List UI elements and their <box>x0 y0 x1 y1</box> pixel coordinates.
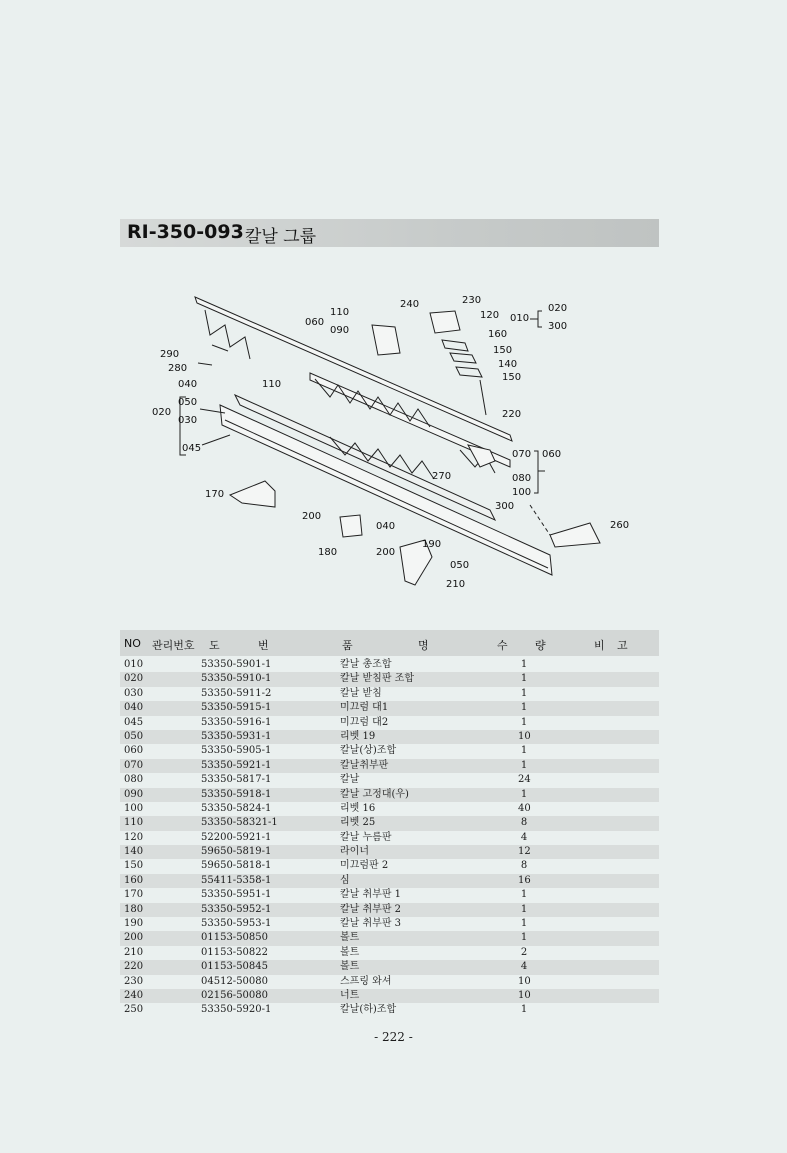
callout-label: 270 <box>432 471 452 482</box>
parts-table <box>120 658 659 1018</box>
row-quantity: 10 <box>518 730 531 742</box>
row-no: 080 <box>124 774 144 786</box>
col-mgmt: 관리번호 <box>152 639 195 652</box>
row-part-number: 53350-5910-1 <box>201 673 272 685</box>
row-quantity: 1 <box>520 673 528 685</box>
table-row <box>120 845 659 859</box>
callout-label: 260 <box>610 520 630 531</box>
row-part-number: 53350-5905-1 <box>201 745 272 757</box>
table-row <box>120 888 659 902</box>
row-part-name: 리벳 19 <box>340 730 376 742</box>
col-remarks-go: 고 <box>617 639 628 652</box>
table-row <box>120 960 659 974</box>
table-row <box>120 759 659 773</box>
row-no: 110 <box>124 817 144 829</box>
table-row <box>120 831 659 845</box>
row-no: 045 <box>124 716 144 728</box>
row-no: 050 <box>124 730 144 742</box>
row-part-name: 볼트 <box>340 961 360 973</box>
callout-label: 010 <box>510 313 530 324</box>
row-part-number: 53350-5921-1 <box>201 759 272 771</box>
row-no: 200 <box>124 932 144 944</box>
callout-label: 060 <box>542 449 562 460</box>
callout-label: 100 <box>512 487 532 498</box>
row-no: 100 <box>124 802 144 814</box>
row-part-number: 01153-50845 <box>201 961 269 973</box>
row-no: 120 <box>124 831 144 843</box>
table-row <box>120 716 659 730</box>
row-part-number: 59650-5818-1 <box>201 860 272 872</box>
callout-label: 080 <box>512 473 532 484</box>
row-part-name: 라이너 <box>340 846 369 858</box>
row-no: 170 <box>124 889 144 901</box>
row-part-name: 칼날(상)조합 <box>340 745 397 757</box>
row-quantity: 10 <box>518 989 531 1001</box>
row-part-number: 02156-50080 <box>201 989 269 1001</box>
col-no: NO <box>124 637 141 650</box>
row-no: 140 <box>124 846 144 858</box>
row-no: 010 <box>124 659 144 670</box>
row-quantity: 4 <box>520 961 528 973</box>
callout-label: 050 <box>178 397 198 408</box>
col-part-pum: 품 <box>342 639 353 652</box>
row-no: 030 <box>124 687 144 699</box>
callout-label: 120 <box>480 310 500 321</box>
row-quantity: 1 <box>520 1004 528 1016</box>
col-qty-su: 수 <box>497 639 508 652</box>
callout-label: 200 <box>302 511 322 522</box>
col-remarks-bi: 비 <box>594 639 605 652</box>
row-part-name: 심 <box>340 874 350 886</box>
callout-label: 030 <box>178 415 198 426</box>
page-number: - 222 - <box>374 1030 413 1044</box>
exploded-parts-diagram <box>150 285 630 605</box>
callout-label: 040 <box>178 379 198 390</box>
row-no: 150 <box>124 860 144 872</box>
row-quantity: 1 <box>520 702 528 714</box>
table-row <box>120 788 659 802</box>
table-row <box>120 975 659 989</box>
row-part-number: 53350-5951-1 <box>201 889 272 901</box>
row-quantity: 1 <box>520 918 528 930</box>
row-quantity: 40 <box>518 802 531 814</box>
row-no: 070 <box>124 759 144 771</box>
callout-label: 110 <box>262 379 282 390</box>
row-quantity: 1 <box>520 932 528 944</box>
callout-label: 090 <box>330 325 350 336</box>
table-row <box>120 816 659 830</box>
table-row <box>120 859 659 873</box>
row-part-name: 칼날취부판 <box>340 759 389 771</box>
row-part-number: 04512-50080 <box>201 975 269 987</box>
table-row <box>120 903 659 917</box>
row-no: 040 <box>124 702 144 714</box>
callout-label: 170 <box>205 489 225 500</box>
table-row <box>120 946 659 960</box>
row-quantity: 24 <box>518 774 531 786</box>
callout-label: 160 <box>488 329 508 340</box>
row-part-number: 55411-5358-1 <box>201 874 272 886</box>
row-no: 240 <box>124 989 144 1001</box>
callout-label: 060 <box>305 317 325 328</box>
callout-label: 180 <box>318 547 338 558</box>
callout-label: 070 <box>512 449 532 460</box>
row-part-name: 칼날 받침판 조합 <box>340 673 414 685</box>
callout-label: 020 <box>152 407 172 418</box>
table-row <box>120 744 659 758</box>
row-quantity: 1 <box>520 659 528 670</box>
row-no: 250 <box>124 1004 144 1016</box>
table-row <box>120 773 659 787</box>
row-part-number: 53350-58321-1 <box>201 817 278 829</box>
row-part-name: 칼날 <box>340 774 360 786</box>
row-no: 160 <box>124 874 144 886</box>
table-row <box>120 917 659 931</box>
row-part-name: 볼트 <box>340 946 360 958</box>
group-name: 칼날 그룹 <box>245 227 317 247</box>
row-part-name: 칼날 받침 <box>340 687 382 699</box>
row-part-number: 53350-5953-1 <box>201 918 272 930</box>
row-no: 230 <box>124 975 144 987</box>
row-part-number: 59650-5819-1 <box>201 846 272 858</box>
row-part-number: 53350-5918-1 <box>201 788 272 800</box>
row-no: 220 <box>124 961 144 973</box>
row-no: 180 <box>124 903 144 915</box>
callout-label: 045 <box>182 443 202 454</box>
row-quantity: 1 <box>520 687 528 699</box>
row-no: 090 <box>124 788 144 800</box>
col-drawing-beon: 번 <box>258 639 269 652</box>
callout-label: 140 <box>498 359 518 370</box>
row-part-name: 스프링 와셔 <box>340 975 392 987</box>
row-quantity: 1 <box>520 903 528 915</box>
row-part-name: 칼날 누름판 <box>340 831 392 843</box>
row-part-name: 칼날 취부판 3 <box>340 918 402 930</box>
callout-label: 300 <box>495 501 515 512</box>
row-quantity: 4 <box>520 831 528 843</box>
row-quantity: 1 <box>520 759 528 771</box>
row-part-number: 53350-5911-2 <box>201 687 272 699</box>
row-part-number: 53350-5952-1 <box>201 903 272 915</box>
callout-label: 020 <box>548 303 568 314</box>
row-part-name: 칼날 취부판 1 <box>340 889 402 901</box>
table-row <box>120 931 659 945</box>
row-part-number: 01153-50850 <box>201 932 269 944</box>
row-part-name: 미끄럼판 2 <box>340 860 389 872</box>
table-row <box>120 730 659 744</box>
table-row <box>120 874 659 888</box>
callout-label: 150 <box>502 372 522 383</box>
row-part-number: 53350-5931-1 <box>201 730 272 742</box>
row-part-name: 칼날 고정대(우) <box>340 788 409 800</box>
row-part-name: 리벳 16 <box>340 802 376 814</box>
callout-label: 300 <box>548 321 568 332</box>
row-part-number: 53350-5915-1 <box>201 702 272 714</box>
callout-label: 040 <box>376 521 396 532</box>
col-qty-ryang: 량 <box>535 639 546 652</box>
row-part-number: 53350-5920-1 <box>201 1004 272 1016</box>
row-quantity: 12 <box>518 846 531 858</box>
callout-label: 230 <box>462 295 482 306</box>
row-no: 020 <box>124 673 144 685</box>
row-quantity: 10 <box>518 975 531 987</box>
row-quantity: 8 <box>520 817 528 829</box>
row-quantity: 1 <box>520 745 528 757</box>
callout-label: 050 <box>450 560 470 571</box>
row-part-number: 53350-5901-1 <box>201 659 272 670</box>
row-part-number: 01153-50822 <box>201 946 269 958</box>
callout-label: 280 <box>168 363 188 374</box>
callout-label: 110 <box>330 307 350 318</box>
callout-label: 210 <box>446 579 466 590</box>
table-row <box>120 658 659 672</box>
row-quantity: 1 <box>520 716 528 728</box>
callout-label: 150 <box>493 345 513 356</box>
row-quantity: 2 <box>520 946 528 958</box>
row-quantity: 16 <box>518 874 531 886</box>
row-part-number: 53350-5817-1 <box>201 774 272 786</box>
row-part-name: 너트 <box>340 989 360 1001</box>
row-no: 210 <box>124 946 144 958</box>
callout-label: 290 <box>160 349 180 360</box>
group-code: RI-350-093 <box>127 221 244 243</box>
row-part-name: 미끄럼 대2 <box>340 716 389 728</box>
row-part-name: 칼날(하)조합 <box>340 1004 397 1016</box>
row-part-number: 52200-5921-1 <box>201 831 272 843</box>
col-part-myeong: 명 <box>418 639 429 652</box>
row-quantity: 1 <box>520 889 528 901</box>
row-part-name: 칼날 취부판 2 <box>340 903 402 915</box>
row-part-number: 53350-5824-1 <box>201 802 272 814</box>
row-no: 190 <box>124 918 144 930</box>
row-part-name: 리벳 25 <box>340 817 376 829</box>
table-row <box>120 672 659 686</box>
table-row <box>120 701 659 715</box>
table-row <box>120 687 659 701</box>
row-no: 060 <box>124 745 144 757</box>
row-quantity: 8 <box>520 860 528 872</box>
row-part-name: 볼트 <box>340 932 360 944</box>
row-part-number: 53350-5916-1 <box>201 716 272 728</box>
callout-label: 240 <box>400 299 420 310</box>
col-drawing-do: 도 <box>209 639 220 652</box>
callout-label: 220 <box>502 409 522 420</box>
callout-label: 190 <box>422 539 442 550</box>
table-row <box>120 989 659 1003</box>
table-row <box>120 1003 659 1017</box>
callout-label: 200 <box>376 547 396 558</box>
row-part-name: 칼날 총조합 <box>340 659 392 670</box>
table-header <box>120 630 659 656</box>
row-quantity: 1 <box>520 788 528 800</box>
table-row <box>120 802 659 816</box>
row-part-name: 미끄럼 대1 <box>340 702 389 714</box>
